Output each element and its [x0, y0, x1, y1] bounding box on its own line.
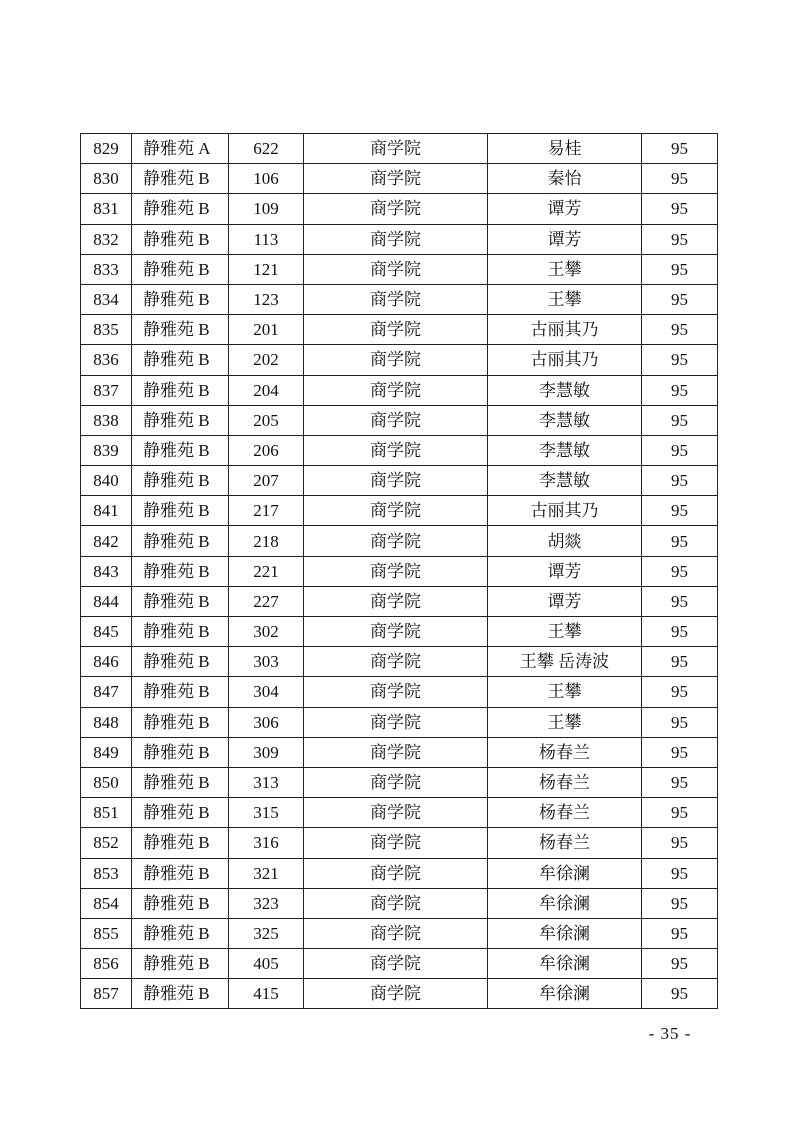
college-cell: 商学院 — [304, 798, 488, 828]
score-cell: 95 — [642, 617, 718, 647]
score-cell: 95 — [642, 496, 718, 526]
table-row — [81, 888, 718, 918]
row-number-cell: 845 — [81, 617, 132, 647]
table-row — [81, 798, 718, 828]
score-cell: 95 — [642, 466, 718, 496]
college-cell: 商学院 — [304, 737, 488, 767]
table-row — [81, 405, 718, 435]
room-cell: 121 — [229, 254, 304, 284]
college-cell: 商学院 — [304, 828, 488, 858]
row-number-cell: 846 — [81, 647, 132, 677]
row-number-cell: 839 — [81, 435, 132, 465]
room-cell: 106 — [229, 164, 304, 194]
counselor-cell: 杨春兰 — [488, 828, 642, 858]
counselor-cell: 古丽其乃 — [488, 345, 642, 375]
room-cell: 218 — [229, 526, 304, 556]
table-row — [81, 134, 718, 164]
building-cell: 静雅苑 B — [132, 677, 229, 707]
row-number-cell: 856 — [81, 949, 132, 979]
building-cell: 静雅苑 B — [132, 949, 229, 979]
row-number-cell: 833 — [81, 254, 132, 284]
row-number-cell: 838 — [81, 405, 132, 435]
row-number-cell: 836 — [81, 345, 132, 375]
row-number-cell: 851 — [81, 798, 132, 828]
dormitory-score-table-wrapper — [80, 133, 718, 1009]
college-cell: 商学院 — [304, 858, 488, 888]
college-cell: 商学院 — [304, 194, 488, 224]
score-cell: 95 — [642, 828, 718, 858]
table-row — [81, 345, 718, 375]
room-cell: 309 — [229, 737, 304, 767]
score-cell: 95 — [642, 707, 718, 737]
room-cell: 302 — [229, 617, 304, 647]
score-cell: 95 — [642, 526, 718, 556]
room-cell: 217 — [229, 496, 304, 526]
row-number-cell: 835 — [81, 315, 132, 345]
counselor-cell: 牟徐澜 — [488, 888, 642, 918]
score-cell: 95 — [642, 737, 718, 767]
row-number-cell: 857 — [81, 979, 132, 1009]
counselor-cell: 王攀 — [488, 677, 642, 707]
college-cell: 商学院 — [304, 284, 488, 314]
dormitory-score-table — [80, 133, 718, 1009]
building-cell: 静雅苑 B — [132, 164, 229, 194]
score-cell: 95 — [642, 949, 718, 979]
counselor-cell: 牟徐澜 — [488, 949, 642, 979]
table-row — [81, 194, 718, 224]
college-cell: 商学院 — [304, 526, 488, 556]
score-cell: 95 — [642, 556, 718, 586]
counselor-cell: 谭芳 — [488, 556, 642, 586]
college-cell: 商学院 — [304, 556, 488, 586]
row-number-cell: 848 — [81, 707, 132, 737]
counselor-cell: 王攀 — [488, 254, 642, 284]
room-cell: 204 — [229, 375, 304, 405]
room-cell: 207 — [229, 466, 304, 496]
building-cell: 静雅苑 B — [132, 556, 229, 586]
college-cell: 商学院 — [304, 767, 488, 797]
college-cell: 商学院 — [304, 918, 488, 948]
table-row — [81, 767, 718, 797]
row-number-cell: 829 — [81, 134, 132, 164]
table-row — [81, 647, 718, 677]
building-cell: 静雅苑 B — [132, 979, 229, 1009]
table-row — [81, 617, 718, 647]
college-cell: 商学院 — [304, 315, 488, 345]
counselor-cell: 谭芳 — [488, 224, 642, 254]
table-row — [81, 828, 718, 858]
counselor-cell: 牟徐澜 — [488, 858, 642, 888]
score-cell: 95 — [642, 345, 718, 375]
room-cell: 306 — [229, 707, 304, 737]
table-row — [81, 556, 718, 586]
page-number: - 35 - — [648, 1024, 692, 1043]
counselor-cell: 牟徐澜 — [488, 918, 642, 948]
row-number-cell: 831 — [81, 194, 132, 224]
room-cell: 622 — [229, 134, 304, 164]
college-cell: 商学院 — [304, 586, 488, 616]
room-cell: 316 — [229, 828, 304, 858]
counselor-cell: 杨春兰 — [488, 767, 642, 797]
building-cell: 静雅苑 B — [132, 828, 229, 858]
row-number-cell: 832 — [81, 224, 132, 254]
room-cell: 303 — [229, 647, 304, 677]
room-cell: 113 — [229, 224, 304, 254]
counselor-cell: 王攀 — [488, 284, 642, 314]
room-cell: 201 — [229, 315, 304, 345]
room-cell: 313 — [229, 767, 304, 797]
row-number-cell: 852 — [81, 828, 132, 858]
counselor-cell: 王攀 — [488, 617, 642, 647]
counselor-cell: 杨春兰 — [488, 798, 642, 828]
score-cell: 95 — [642, 979, 718, 1009]
counselor-cell: 王攀 岳涛波 — [488, 647, 642, 677]
table-row — [81, 918, 718, 948]
row-number-cell: 853 — [81, 858, 132, 888]
row-number-cell: 834 — [81, 284, 132, 314]
counselor-cell: 秦怡 — [488, 164, 642, 194]
college-cell: 商学院 — [304, 435, 488, 465]
college-cell: 商学院 — [304, 375, 488, 405]
row-number-cell: 830 — [81, 164, 132, 194]
room-cell: 321 — [229, 858, 304, 888]
building-cell: 静雅苑 B — [132, 466, 229, 496]
room-cell: 323 — [229, 888, 304, 918]
building-cell: 静雅苑 B — [132, 767, 229, 797]
score-cell: 95 — [642, 435, 718, 465]
building-cell: 静雅苑 B — [132, 647, 229, 677]
row-number-cell: 842 — [81, 526, 132, 556]
score-cell: 95 — [642, 858, 718, 888]
table-row — [81, 949, 718, 979]
table-row — [81, 375, 718, 405]
row-number-cell: 843 — [81, 556, 132, 586]
college-cell: 商学院 — [304, 979, 488, 1009]
counselor-cell: 杨春兰 — [488, 737, 642, 767]
score-cell: 95 — [642, 586, 718, 616]
score-cell: 95 — [642, 405, 718, 435]
room-cell: 123 — [229, 284, 304, 314]
row-number-cell: 854 — [81, 888, 132, 918]
college-cell: 商学院 — [304, 888, 488, 918]
score-cell: 95 — [642, 315, 718, 345]
room-cell: 202 — [229, 345, 304, 375]
building-cell: 静雅苑 B — [132, 405, 229, 435]
counselor-cell: 谭芳 — [488, 586, 642, 616]
table-row — [81, 315, 718, 345]
college-cell: 商学院 — [304, 949, 488, 979]
score-cell: 95 — [642, 888, 718, 918]
row-number-cell: 840 — [81, 466, 132, 496]
college-cell: 商学院 — [304, 707, 488, 737]
building-cell: 静雅苑 B — [132, 526, 229, 556]
building-cell: 静雅苑 B — [132, 798, 229, 828]
score-cell: 95 — [642, 375, 718, 405]
table-row — [81, 737, 718, 767]
table-row — [81, 677, 718, 707]
college-cell: 商学院 — [304, 677, 488, 707]
room-cell: 221 — [229, 556, 304, 586]
college-cell: 商学院 — [304, 405, 488, 435]
score-cell: 95 — [642, 224, 718, 254]
table-row — [81, 284, 718, 314]
table-row — [81, 435, 718, 465]
room-cell: 227 — [229, 586, 304, 616]
table-row — [81, 254, 718, 284]
score-cell: 95 — [642, 194, 718, 224]
building-cell: 静雅苑 B — [132, 345, 229, 375]
room-cell: 304 — [229, 677, 304, 707]
counselor-cell: 古丽其乃 — [488, 315, 642, 345]
room-cell: 325 — [229, 918, 304, 948]
counselor-cell: 谭芳 — [488, 194, 642, 224]
building-cell: 静雅苑 B — [132, 586, 229, 616]
table-row — [81, 858, 718, 888]
college-cell: 商学院 — [304, 134, 488, 164]
building-cell: 静雅苑 B — [132, 617, 229, 647]
college-cell: 商学院 — [304, 224, 488, 254]
score-cell: 95 — [642, 164, 718, 194]
room-cell: 315 — [229, 798, 304, 828]
building-cell: 静雅苑 B — [132, 224, 229, 254]
table-row — [81, 526, 718, 556]
counselor-cell: 李慧敏 — [488, 375, 642, 405]
table-row — [81, 164, 718, 194]
row-number-cell: 844 — [81, 586, 132, 616]
row-number-cell: 847 — [81, 677, 132, 707]
college-cell: 商学院 — [304, 164, 488, 194]
score-cell: 95 — [642, 254, 718, 284]
building-cell: 静雅苑 B — [132, 284, 229, 314]
room-cell: 415 — [229, 979, 304, 1009]
counselor-cell: 李慧敏 — [488, 435, 642, 465]
row-number-cell: 850 — [81, 767, 132, 797]
table-row — [81, 496, 718, 526]
score-cell: 95 — [642, 798, 718, 828]
college-cell: 商学院 — [304, 254, 488, 284]
table-row — [81, 224, 718, 254]
building-cell: 静雅苑 A — [132, 134, 229, 164]
table-row — [81, 466, 718, 496]
building-cell: 静雅苑 B — [132, 315, 229, 345]
building-cell: 静雅苑 B — [132, 254, 229, 284]
row-number-cell: 849 — [81, 737, 132, 767]
building-cell: 静雅苑 B — [132, 375, 229, 405]
college-cell: 商学院 — [304, 647, 488, 677]
counselor-cell: 李慧敏 — [488, 466, 642, 496]
college-cell: 商学院 — [304, 345, 488, 375]
building-cell: 静雅苑 B — [132, 194, 229, 224]
building-cell: 静雅苑 B — [132, 888, 229, 918]
row-number-cell: 837 — [81, 375, 132, 405]
college-cell: 商学院 — [304, 617, 488, 647]
counselor-cell: 李慧敏 — [488, 405, 642, 435]
room-cell: 205 — [229, 405, 304, 435]
counselor-cell: 胡燚 — [488, 526, 642, 556]
room-cell: 405 — [229, 949, 304, 979]
building-cell: 静雅苑 B — [132, 858, 229, 888]
counselor-cell: 王攀 — [488, 707, 642, 737]
score-cell: 95 — [642, 134, 718, 164]
room-cell: 206 — [229, 435, 304, 465]
row-number-cell: 855 — [81, 918, 132, 948]
table-row — [81, 586, 718, 616]
building-cell: 静雅苑 B — [132, 496, 229, 526]
score-cell: 95 — [642, 767, 718, 797]
building-cell: 静雅苑 B — [132, 435, 229, 465]
row-number-cell: 841 — [81, 496, 132, 526]
building-cell: 静雅苑 B — [132, 737, 229, 767]
table-body — [81, 134, 718, 1009]
score-cell: 95 — [642, 647, 718, 677]
building-cell: 静雅苑 B — [132, 918, 229, 948]
college-cell: 商学院 — [304, 466, 488, 496]
table-row — [81, 979, 718, 1009]
room-cell: 109 — [229, 194, 304, 224]
score-cell: 95 — [642, 918, 718, 948]
counselor-cell: 牟徐澜 — [488, 979, 642, 1009]
score-cell: 95 — [642, 284, 718, 314]
building-cell: 静雅苑 B — [132, 707, 229, 737]
counselor-cell: 古丽其乃 — [488, 496, 642, 526]
table-row — [81, 707, 718, 737]
score-cell: 95 — [642, 677, 718, 707]
college-cell: 商学院 — [304, 496, 488, 526]
counselor-cell: 易桂 — [488, 134, 642, 164]
